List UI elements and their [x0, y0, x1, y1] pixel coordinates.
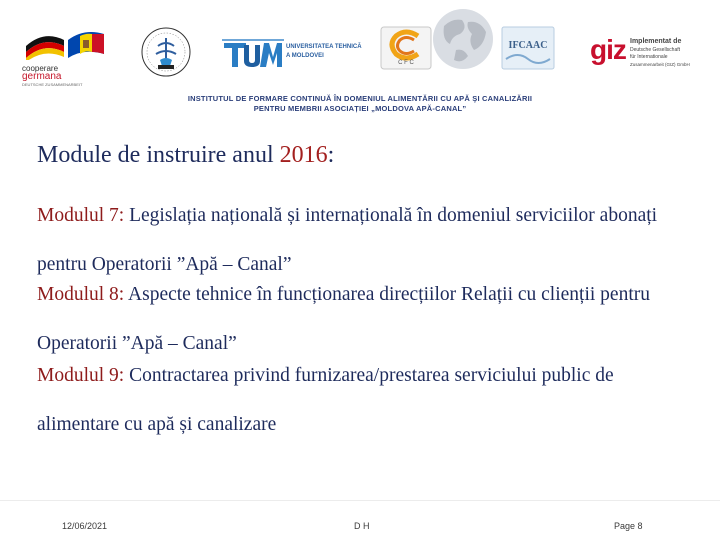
deutsche-zusammenarbeit-text: DEUTSCHE ZUSAMMENARBEIT [22, 82, 83, 87]
title-prefix: Module de instruire anul [37, 142, 280, 168]
utm-monogram-icon [222, 37, 284, 71]
module-7-text: Legislația națională și internațională în domeniul serviciilor abonați pentru Operatorii ”Apă – Canal” [37, 205, 658, 275]
cfc-text: C F C [398, 60, 414, 66]
footer-page-number: Page 8 [614, 521, 643, 531]
title-year: 2016 [279, 142, 328, 168]
module-7-label: Modulul 7: [37, 205, 125, 226]
module-9-label: Modulul 9: [37, 365, 125, 386]
ifcaac-logo [500, 25, 556, 76]
giz-line3-text: Zusammenarbeit (GIZ) GmbH [630, 62, 690, 67]
module-8-label: Modulul 8: [37, 284, 125, 305]
germana-text: germana [22, 71, 62, 82]
page-title [37, 142, 334, 169]
utm-name-text: UNIVERSITATEA TEHNICĂ [286, 44, 362, 50]
globe-logo [430, 6, 496, 77]
amac-logo [140, 26, 192, 83]
utm-logo [222, 37, 372, 73]
module-9-paragraph [37, 351, 687, 449]
module-8-text: Aspecte tehnice în funcționarea direcțiilor Relații cu clienții pentru Operatorii ”Apă – Canal” [37, 284, 650, 354]
institute-line-1: INSTITUTUL DE FORMARE CONTINUĂ ÎN DOMENIUL ALIMENTĂRII CU APĂ ŞI CANALIZĂRII [187, 94, 533, 103]
utm-country-text: A MOLDOVEI [286, 53, 324, 59]
ifcaac-text: IFCAAC [508, 40, 548, 51]
giz-implemented-text: Implementat de [630, 38, 682, 45]
cfc-logo [378, 24, 434, 77]
giz-line1-text: Deutsche Gesellschaft [630, 47, 681, 53]
institute-line-2: PENTRU MEMBRII ASOCIAȚIEI „MOLDOVA APĂ-CANAL” [253, 104, 467, 113]
footer-author: D H [354, 521, 370, 531]
footer-divider [0, 500, 720, 501]
module-9-text: Contractarea privind furnizarea/prestarea serviciului public de alimentare cu apă și canalizare [37, 365, 614, 435]
globe-icon [430, 6, 496, 72]
amac-emblem-icon [140, 26, 192, 78]
logo-bar [0, 0, 720, 95]
flags-ribbon-icon [22, 28, 112, 60]
cooperare-text: cooperare [22, 64, 59, 73]
cooperare-germana-logo [22, 28, 112, 87]
footer-date: 12/06/2021 [62, 521, 108, 531]
giz-logo [590, 34, 710, 84]
giz-line2-text: für Internationale [630, 54, 668, 60]
title-suffix: : [327, 142, 335, 168]
giz-wordmark: giz [590, 34, 626, 65]
